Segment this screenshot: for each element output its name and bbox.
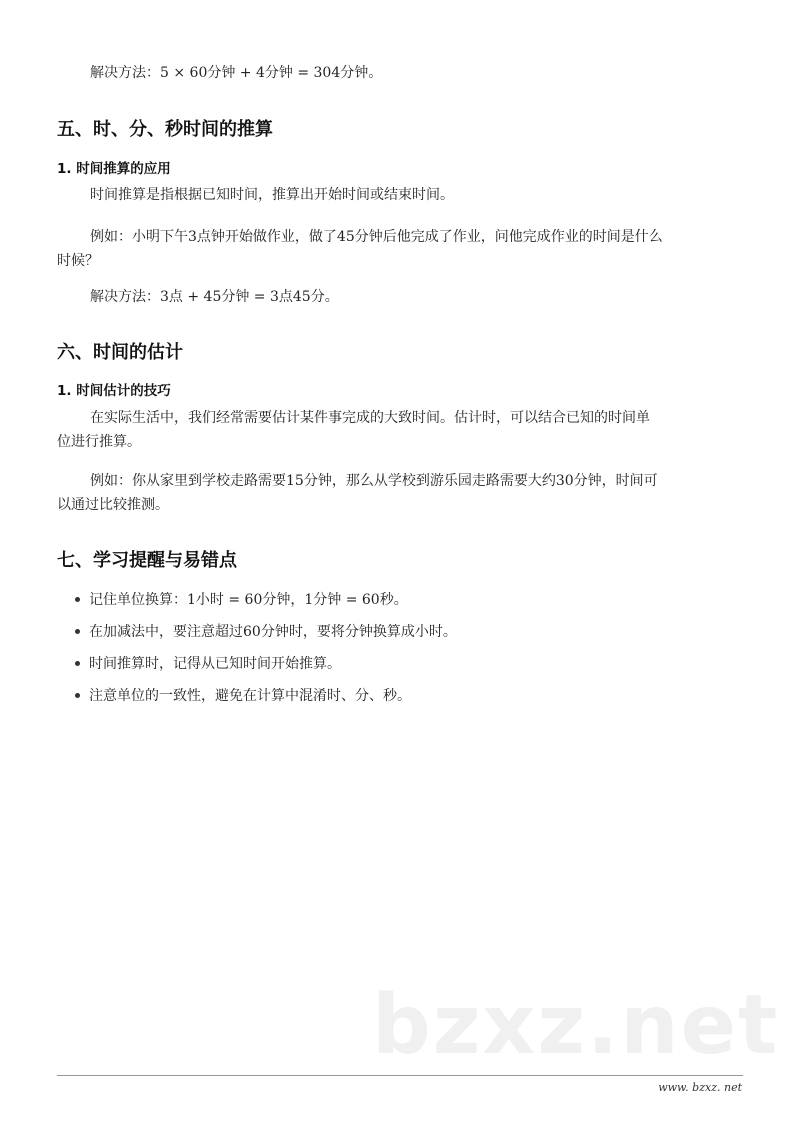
section7-title: 七、学习提醒与易错点 [57, 550, 237, 571]
list-item [75, 686, 411, 706]
section5-paragraph-1 [57, 183, 747, 207]
section6-title: 六、时间的估计 [57, 342, 183, 363]
section4-solution [57, 61, 747, 85]
bullet-icon [75, 597, 80, 602]
footer-divider [57, 1075, 743, 1076]
list-item-text: 时间推算时，记得从已知时间开始推算。 [89, 656, 341, 672]
text-line: 在实际生活中，我们经常需要估计某件事完成的大致时间。估计时，可以结合已知的时间单 [90, 410, 650, 426]
text-line: 时候？ [57, 253, 99, 269]
list-item-text: 记住单位换算：1小时 = 60分钟，1分钟 = 60秒。 [89, 592, 408, 608]
text-line: 解决方法：5 × 60分钟 + 4分钟 = 304分钟。 [90, 65, 383, 81]
bullet-icon [75, 693, 80, 698]
list-item [75, 654, 341, 674]
list-item-text: 在加减法中，要注意超过60分钟时，要将分钟换算成小时。 [89, 624, 457, 640]
text-line: 以通过比较推测。 [57, 497, 169, 513]
section5-title: 五、时、分、秒时间的推算 [57, 119, 273, 140]
watermark: bzxz.net [372, 978, 780, 1073]
text-line: 时间推算是指根据已知时间，推算出开始时间或结束时间。 [90, 187, 454, 203]
text-line: 位进行推算。 [57, 434, 141, 450]
list-item [75, 622, 457, 642]
footer-url: www. bzxz. net [658, 1081, 742, 1094]
bullet-icon [75, 661, 80, 666]
section6-subtitle: 1. 时间估计的技巧 [57, 383, 171, 399]
text-line: 例如：你从家里到学校走路需要15分钟，那么从学校到游乐园走路需要大约30分钟，时间可 [90, 473, 658, 489]
section5-paragraph-2 [57, 225, 747, 273]
section6-paragraph-2 [57, 469, 747, 517]
text-line: 例如：小明下午3点钟开始做作业，做了45分钟后他完成了作业，问他完成作业的时间是什么 [90, 229, 663, 245]
list-item-text: 注意单位的一致性，避免在计算中混淆时、分、秒。 [89, 688, 411, 704]
bullet-icon [75, 629, 80, 634]
text-line: 解决方法：3点 + 45分钟 = 3点45分。 [90, 289, 339, 305]
list-item [75, 590, 408, 610]
section5-subtitle: 1. 时间推算的应用 [57, 161, 171, 177]
section6-paragraph-1 [57, 406, 747, 454]
section5-paragraph-3 [57, 285, 747, 309]
